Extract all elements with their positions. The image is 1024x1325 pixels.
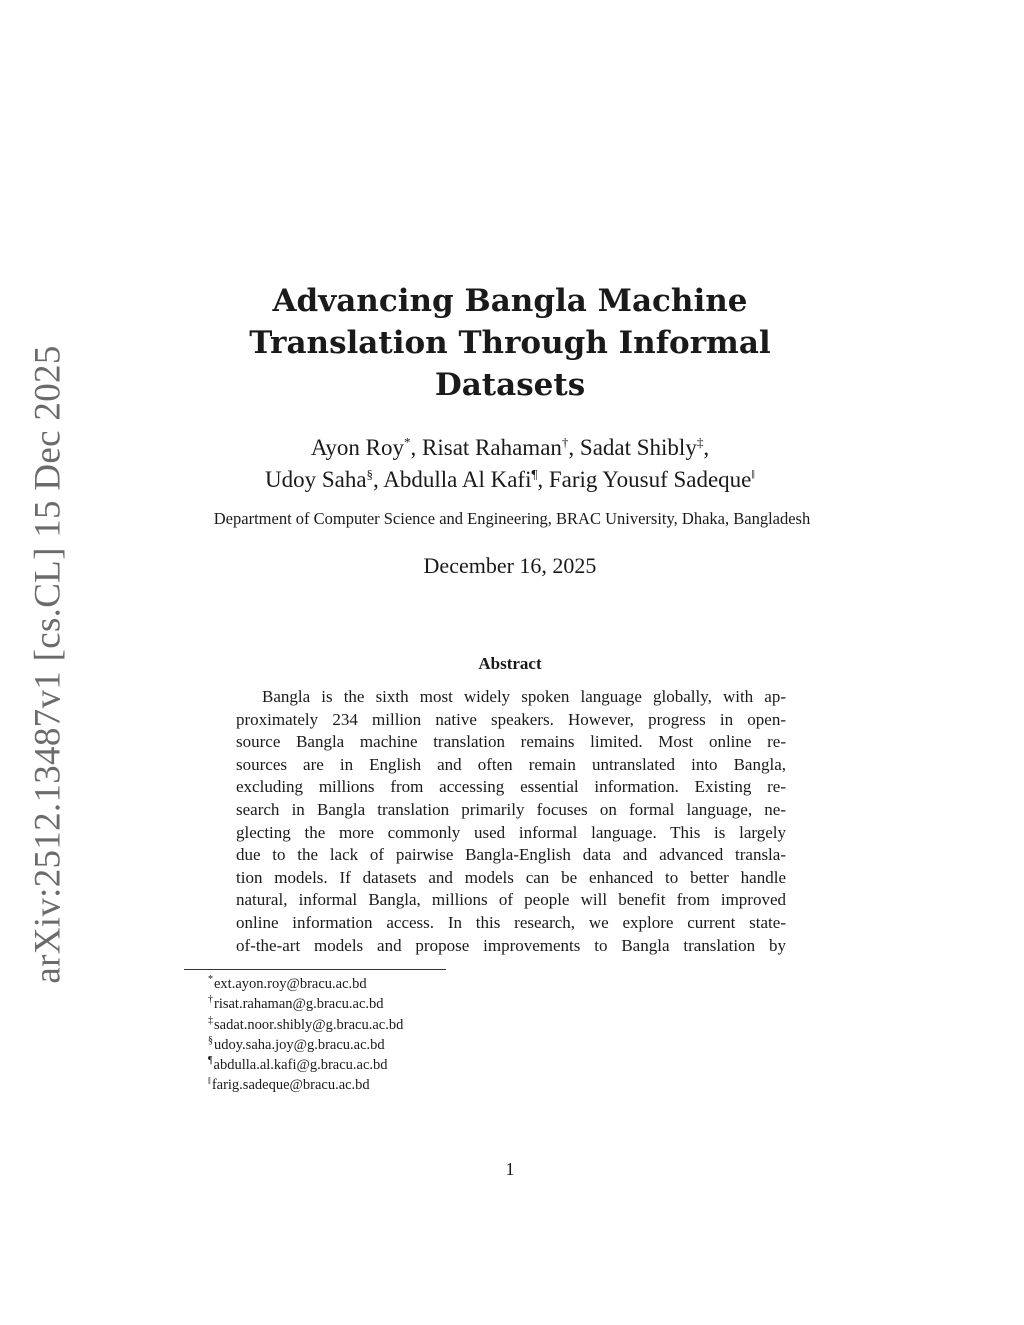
publication-date: December 16, 2025 bbox=[423, 553, 597, 578]
abstract-line: source Bangla machine translation remains limited. Most online re- bbox=[236, 732, 786, 752]
footnote-mark: ‖ bbox=[208, 1075, 211, 1087]
footnote-list bbox=[208, 974, 608, 1096]
author-footnote-mark: § bbox=[366, 466, 374, 482]
author-name: Ayon Roy*, bbox=[310, 434, 417, 460]
paper-title: Advancing Bangla Machine Translation Through Informal Datasets bbox=[249, 283, 771, 403]
author-footnote-mark: * bbox=[404, 434, 411, 450]
footnote-mark: § bbox=[208, 1035, 213, 1047]
author-line-1 bbox=[180, 432, 840, 464]
author-name: Sadat Shibly‡, bbox=[579, 434, 710, 460]
author-list bbox=[180, 432, 840, 496]
footnote-email[interactable]: ext.ayon.roy@bracu.ac.bd bbox=[214, 976, 367, 992]
author-name: Abdulla Al Kafi¶, bbox=[383, 466, 544, 492]
footnote-email[interactable]: farig.sadeque@bracu.ac.bd bbox=[211, 1077, 370, 1094]
footnote-item bbox=[208, 994, 608, 1014]
abstract-line: search in Bangla translation primarily focuses on formal language, ne- bbox=[236, 799, 786, 819]
footnote-mark: † bbox=[208, 994, 213, 1006]
author-footnote-mark: ¶ bbox=[531, 466, 538, 482]
footnote-item bbox=[208, 1015, 608, 1035]
footnote-item bbox=[208, 974, 608, 994]
footnote-mark: ‡ bbox=[208, 1014, 213, 1026]
abstract-line: online information access. In this research, we explore current state- bbox=[236, 912, 786, 932]
abstract-heading: Abstract bbox=[478, 654, 542, 673]
footnote-item bbox=[208, 1075, 608, 1095]
author-name: Udoy Saha§, bbox=[264, 466, 379, 492]
author-name: Farig Yousuf Sadeque‖ bbox=[548, 466, 756, 492]
author-footnote-mark: ‖ bbox=[751, 466, 756, 482]
abstract-line: Bangla is the sixth most widely spoken language globally, with ap- bbox=[262, 687, 786, 706]
abstract-line: natural, informal Bangla, millions of people will benefit from improved bbox=[236, 890, 786, 910]
abstract-line: due to the lack of pairwise Bangla-English data and advanced transla- bbox=[236, 845, 786, 865]
abstract-body bbox=[236, 686, 786, 957]
abstract-line: proximately 234 million native speakers. However, progress in open- bbox=[236, 709, 786, 729]
arxiv-stamp-text: arXiv:2512.13487v1 [cs.CL] 15 Dec 2025 bbox=[27, 344, 69, 984]
abstract-line: of-the-art models and propose improvements to Bangla translation by bbox=[236, 935, 786, 955]
abstract-line: tion models. If datasets and models can be enhanced to better handle bbox=[236, 867, 786, 887]
abstract-line: excluding millions from accessing essential information. Existing re- bbox=[236, 777, 786, 797]
author-name: Risat Rahaman†, bbox=[422, 434, 575, 460]
author-footnote-mark: † bbox=[561, 434, 569, 450]
page-number: 1 bbox=[505, 1159, 515, 1179]
footnote-email[interactable]: udoy.saha.joy@g.bracu.ac.bd bbox=[214, 1036, 385, 1053]
footnote-item bbox=[208, 1035, 608, 1055]
footnote-item bbox=[208, 1055, 608, 1075]
affiliation: Department of Computer Science and Engineering, BRAC University, Dhaka, Bangladesh bbox=[213, 509, 811, 528]
footnote-mark: * bbox=[208, 974, 213, 986]
footnote-email[interactable]: abdulla.al.kafi@g.bracu.ac.bd bbox=[213, 1057, 388, 1074]
footnote-divider bbox=[184, 969, 446, 970]
author-footnote-mark: ‡ bbox=[696, 434, 704, 450]
abstract-line: sources are in English and often remain untranslated into Bangla, bbox=[236, 754, 786, 774]
abstract-line: glecting the more commonly used informal language. This is largely bbox=[236, 822, 786, 842]
footnote-email[interactable]: risat.rahaman@g.bracu.ac.bd bbox=[214, 996, 384, 1013]
author-line-2 bbox=[180, 464, 840, 496]
arxiv-stamp bbox=[20, 344, 76, 984]
footnote-mark: ¶ bbox=[208, 1055, 213, 1067]
footnote-email[interactable]: sadat.noor.shibly@g.bracu.ac.bd bbox=[214, 1016, 404, 1033]
